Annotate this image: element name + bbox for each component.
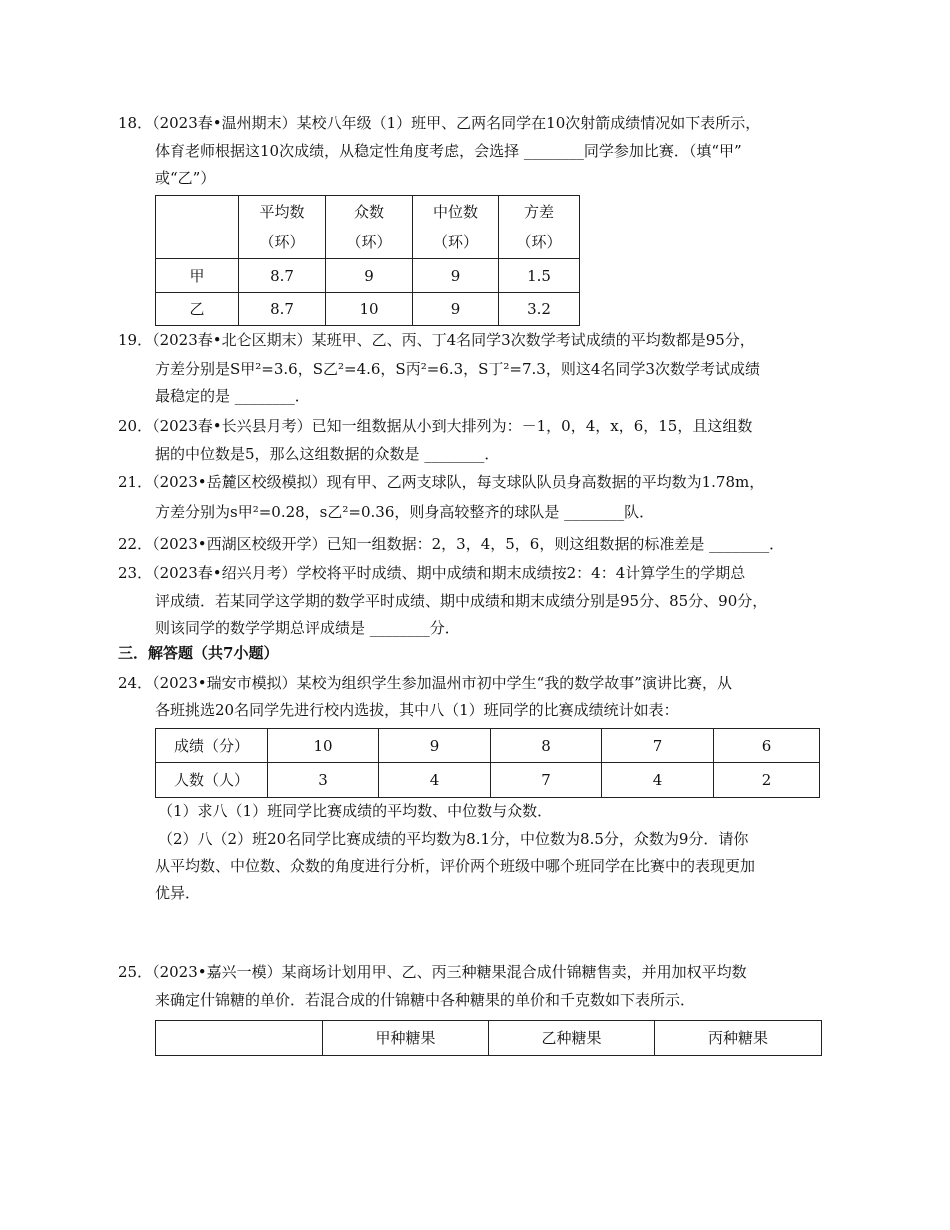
table-row [156, 259, 580, 293]
cell: 8.7 [239, 293, 326, 326]
q25-line-1: 25．（2023•嘉兴一模）某商场计划用甲、乙、丙三种糖果混合成什锦糖售卖，并用加权平均数 [118, 963, 747, 981]
q18-header-mean-text: 平均数（环） [259, 203, 305, 251]
q18-header-variance-text: 方差（环） [516, 203, 562, 251]
table-row [156, 729, 820, 763]
table-row [156, 1021, 822, 1056]
q22-line-1: 22．（2023•西湖区校级开学）已知一组数据：2，3，4，5，6，则这组数据的标准差是 ________． [118, 535, 785, 553]
cell: 9 [326, 259, 413, 293]
q19-line-1: 19．（2023春•北仑区期末）某班甲、乙、丙、丁4名同学3次数学考试成绩的平均数都是95分， [118, 331, 755, 349]
cell: 3.2 [499, 293, 580, 326]
cell: 6 [714, 729, 820, 763]
cell: 7 [602, 729, 714, 763]
cell: 甲种糖果 [323, 1021, 489, 1056]
q18-header-median-text: 中位数（环） [432, 203, 478, 251]
cell: 9 [413, 293, 499, 326]
q24-part-2-line-1: （2）八（2）班20名同学比赛成绩的平均数为8.1分，中位数为8.5分，众数为9分．请你 [158, 830, 749, 848]
cell: 2 [714, 763, 820, 798]
cell: 10 [326, 293, 413, 326]
q24-line-1: 24．（2023•瑞安市模拟）某校为组织学生参加温州市初中学生“我的数学故事”演讲比赛，从 [118, 674, 732, 692]
q18-header-empty [156, 196, 239, 259]
section-heading: 三．解答题（共7小题） [118, 644, 279, 662]
q18-header-mean [239, 196, 326, 259]
cell: 成绩（分） [156, 729, 268, 763]
cell: 10 [268, 729, 379, 763]
cell: 4 [379, 763, 491, 798]
table-row [156, 763, 820, 798]
q18-header-variance [499, 196, 580, 259]
cell: 7 [491, 763, 602, 798]
cell: 9 [413, 259, 499, 293]
cell: 1.5 [499, 259, 580, 293]
q18-header-median [413, 196, 499, 259]
q19-line-3: 最稳定的是 ________． [155, 387, 310, 405]
q18-table [155, 195, 580, 326]
q23-line-1: 23．（2023春•绍兴月考）学校将平时成绩、期中成绩和期末成绩按2：4：4计算学生的学期总 [118, 564, 746, 582]
table-row [156, 293, 580, 326]
q18-header-mode [326, 196, 413, 259]
q23-line-3: 则该同学的数学学期总评成绩是 ________分． [155, 619, 460, 637]
q23-line-2: 评成绩．若某同学这学期的数学平时成绩、期中成绩和期末成绩分别是95分、85分、90分， [155, 592, 768, 610]
cell: 甲 [156, 259, 239, 293]
cell: 9 [379, 729, 491, 763]
q24-part-1: （1）求八（1）班同学比赛成绩的平均数、中位数与众数． [158, 802, 553, 820]
cell: 4 [602, 763, 714, 798]
cell: 人数（人） [156, 763, 268, 798]
cell: 8.7 [239, 259, 326, 293]
q18-line-3: 或“乙”） [155, 169, 216, 187]
q25-line-2: 来确定什锦糖的单价．若混合成的什锦糖中各种糖果的单价和千克数如下表所示． [155, 991, 696, 1009]
cell: 乙 [156, 293, 239, 326]
q20-line-2: 据的中位数是5，那么这组数据的众数是 ________． [155, 445, 500, 463]
q18-line-2: 体育老师根据这10次成绩，从稳定性角度考虑，会选择 ________同学参加比赛．（填“甲” [155, 142, 742, 160]
q18-line-1: 18．（2023春•温州期末）某校八年级（1）班甲、乙两名同学在10次射箭成绩情况如下表所示， [118, 114, 761, 132]
cell: 丙种糖果 [655, 1021, 822, 1056]
q25-table [155, 1020, 822, 1056]
cell: 8 [491, 729, 602, 763]
q24-part-2-line-3: 优异． [155, 884, 201, 902]
cell: 乙种糖果 [489, 1021, 655, 1056]
q19-line-2: 方差分别是S甲²=3.6，S乙²=4.6，S丙²=6.3，S丁²=7.3，则这4名同学3次数学考试成绩 [155, 360, 760, 378]
q24-line-2: 各班挑选20名同学先进行校内选拔，其中八（1）班同学的比赛成绩统计如表： [155, 701, 679, 719]
q24-table [155, 728, 820, 798]
cell [156, 1021, 323, 1056]
q18-header-mode-text: 众数（环） [346, 203, 392, 251]
q21-line-1: 21．（2023•岳麓区校级模拟）现有甲、乙两支球队，每支球队队员身高数据的平均数为1.78m， [118, 473, 765, 491]
q20-line-1: 20．（2023春•长兴县月考）已知一组数据从小到大排列为：－1，0，4，x，6，15，且这组数 [118, 417, 753, 435]
q24-part-2-line-2: 从平均数、中位数、众数的角度进行分析，评价两个班级中哪个班同学在比赛中的表现更加 [155, 857, 756, 875]
cell: 3 [268, 763, 379, 798]
q21-line-2: 方差分别为s甲²=0.28，s乙²=0.36，则身高较整齐的球队是 ________队． [155, 503, 655, 521]
